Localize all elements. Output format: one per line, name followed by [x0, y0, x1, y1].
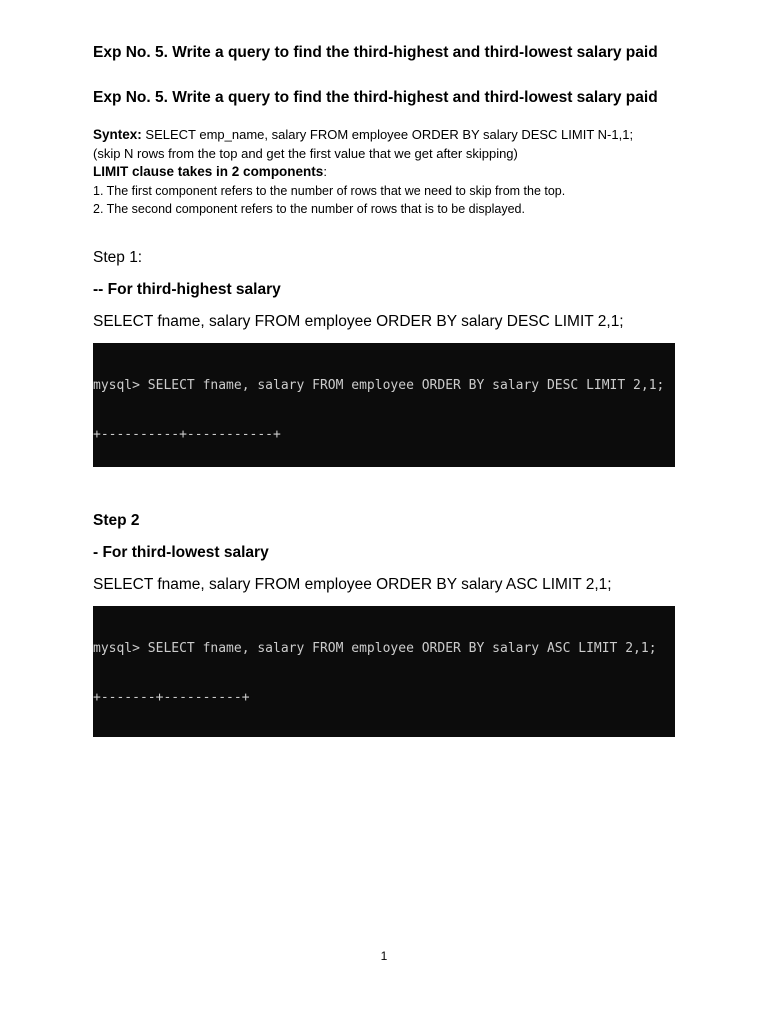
syntax-line — [93, 126, 693, 145]
limit-colon: : — [323, 164, 327, 179]
step2-label: Step 2 — [93, 512, 140, 529]
syntax-note: (skip N rows from the top and get the first value that we get after skipping) — [93, 145, 518, 161]
syntax-label: Syntex: — [93, 127, 142, 142]
step1-label: Step 1: — [93, 249, 143, 266]
step1-subheading: -- For third-highest salary — [93, 281, 281, 298]
syntax-query: SELECT emp_name, salary FROM employee ORDER BY salary DESC LIMIT N-1,1; — [141, 127, 634, 142]
page-title-repeat: Exp No. 5. Write a query to find the third-highest and third-lowest salary paid — [93, 89, 658, 106]
syntax-section — [93, 126, 693, 219]
terminal-line: +----------+-----------+ — [93, 427, 281, 443]
terminal-line: mysql> SELECT fname, salary FROM employee ORDER BY salary DESC LIMIT 2,1; — [93, 377, 665, 393]
terminal-line: +-------+----------+ — [93, 690, 250, 706]
step1-terminal-screenshot — [93, 343, 675, 467]
step2-query: SELECT fname, salary FROM employee ORDER BY salary ASC LIMIT 2,1; — [93, 576, 612, 593]
limit-point-2: 2. The second component refers to the number of rows that is to be displayed. — [93, 202, 525, 216]
limit-heading-line — [93, 163, 693, 182]
step2-subheading: - For third-lowest salary — [93, 544, 269, 561]
terminal-line: mysql> SELECT fname, salary FROM employee ORDER BY salary ASC LIMIT 2,1; — [93, 640, 657, 656]
limit-heading: LIMIT clause takes in 2 components — [93, 164, 324, 179]
step2-terminal-screenshot — [93, 606, 675, 737]
page-title: Exp No. 5. Write a query to find the third-highest and third-lowest salary paid — [93, 44, 658, 61]
step1-query: SELECT fname, salary FROM employee ORDER BY salary DESC LIMIT 2,1; — [93, 313, 624, 330]
limit-point-1: 1. The first component refers to the number of rows that we need to skip from the top. — [93, 183, 566, 198]
page-number: 1 — [380, 949, 388, 963]
